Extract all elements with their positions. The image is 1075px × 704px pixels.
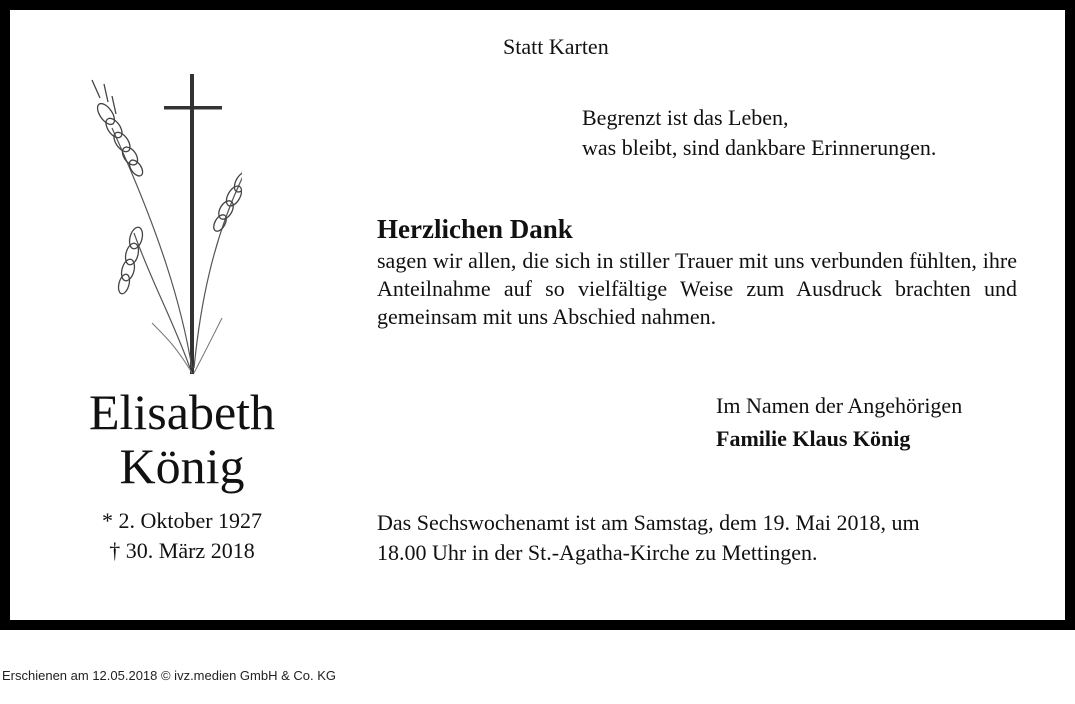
family-signature: Familie Klaus König — [716, 426, 911, 451]
on-behalf-line: Im Namen der Angehörigen — [716, 393, 963, 418]
mass-line: Das Sechswochenamt ist am Samstag, dem 19. Mai 2018, um — [377, 510, 920, 535]
thanks-body: sagen wir allen, die sich in stiller Trauer mit uns verbunden fühlten, ihre Anteilnahme auf so vielfältige Weise zum Ausdruck brachten und gemeinsam mit uns Abschied nahmen. — [377, 248, 1017, 329]
notice-header: Statt Karten — [503, 34, 609, 59]
deceased-last-name: König — [119, 438, 245, 494]
deceased-first-name: Elisabeth — [88, 384, 276, 440]
quote-line: Begrenzt ist das Leben, — [582, 105, 789, 130]
memorial-mass-info — [377, 508, 920, 568]
mass-line: 18.00 Uhr in der St.-Agatha-Kirche zu Mettingen. — [377, 540, 818, 565]
thanks-title: Herzlichen Dank — [377, 214, 573, 244]
quote-line: was bleibt, sind dankbare Erinnerungen. — [582, 135, 937, 160]
cross-with-wheat-icon — [72, 68, 242, 398]
memorial-quote — [582, 103, 936, 163]
publication-credit: Erschienen am 12.05.2018 © ivz.medien GmbH & Co. KG — [2, 668, 337, 683]
death-date: † 30. März 2018 — [109, 538, 255, 563]
birth-date: * 2. Oktober 1927 — [101, 508, 263, 533]
